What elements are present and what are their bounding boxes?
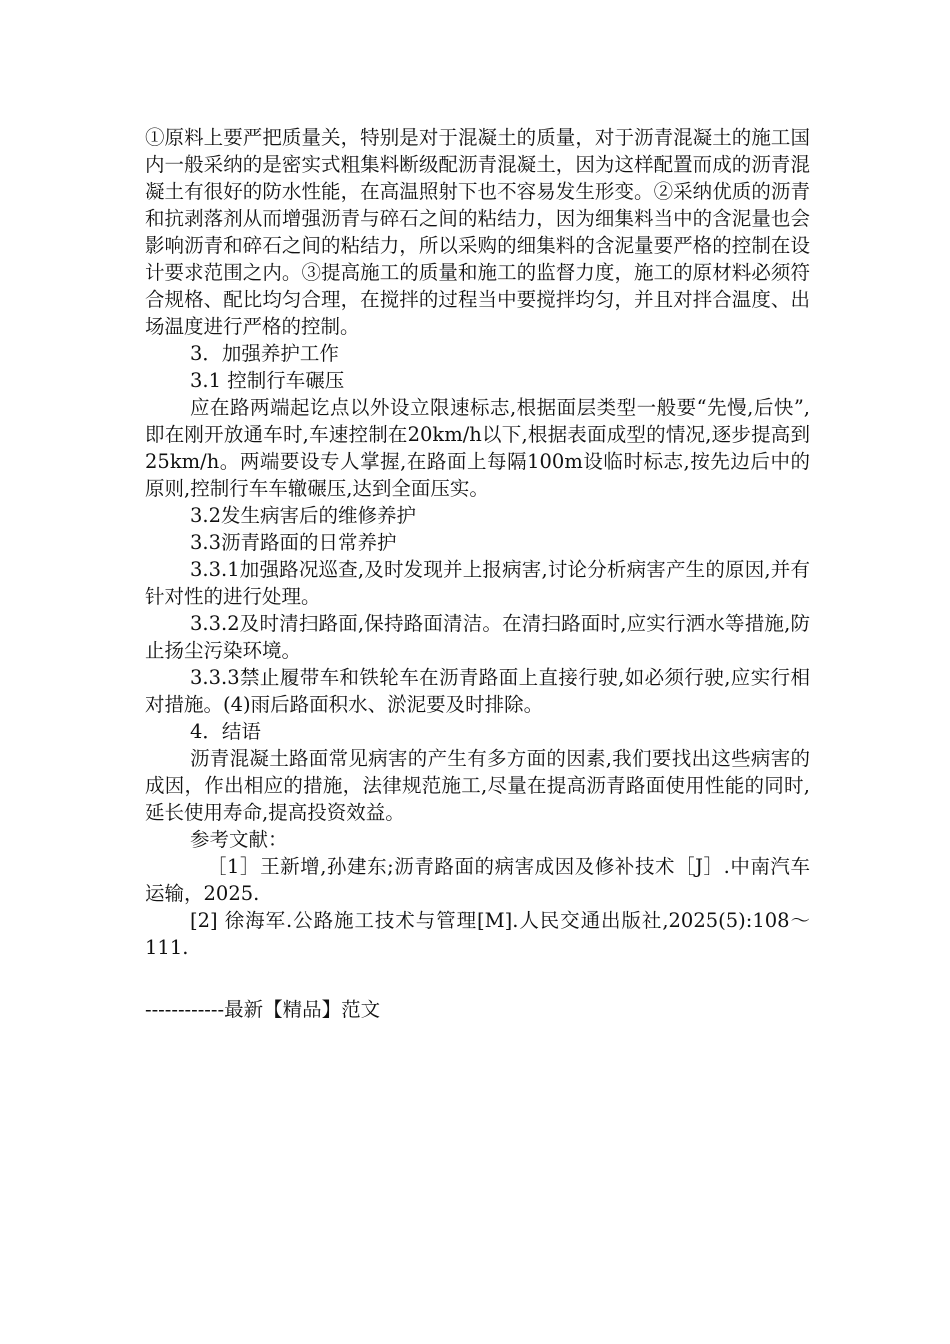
reference-item-1: ［1］王新增,孙建东;沥青路面的病害成因及修补技术［J］.中南汽车运输，2025. <box>145 855 810 905</box>
document-body <box>145 124 810 961</box>
heading-section-3-1: 3.1 控制行车碾压 <box>190 369 345 392</box>
heading-section-3-3: 3.3沥青路面的日常养护 <box>190 531 397 554</box>
heading-section-3: 3．加强养护工作 <box>190 342 339 365</box>
paragraph-traffic-control: 应在路两端起讫点以外设立限速标志,根据面层类型一般要“先慢,后快”,即在刚开放通车时,车速控制在20km/h以下,根据表面成型的情况,逐步提高到25km/h。两端要设专人掌握,在路面上每隔100m设临时标志,按先边后中的原则,控制行车车辙碾压,达到全面压实。 <box>145 396 810 500</box>
heading-section-3-2: 3.2发生病害后的维修养护 <box>190 504 417 527</box>
reference-item-2: [2] 徐海军.公路施工技术与管理[M].人民交通出版社,2025(5):108～111. <box>145 909 810 959</box>
heading-references: 参考文献： <box>190 828 288 851</box>
paragraph-materials: ①原料上要严把质量关，特别是对于混凝土的质量，对于沥青混凝土的施工国内一般采纳的是密实式粗集料断级配沥青混凝土，因为这样配置而成的沥青混凝土有很好的防水性能，在高温照射下也不容易发生形变。②采纳优质的沥青和抗剥落剂从而增强沥青与碎石之间的粘结力，因为细集料当中的含泥量也会影响沥青和碎石之间的粘结力，所以采购的细集料的含泥量要严格的控制在设计要求范围之内。③提高施工的质量和施工的监督力度，施工的原材料必须符合规格、配比均匀合理，在搅拌的过程当中要搅拌均匀，并且对拌合温度、出场温度进行严格的控制。 <box>145 126 810 338</box>
paragraph-conclusion: 沥青混凝土路面常见病害的产生有多方面的因素,我们要找出这些病害的成因，作出相应的措施，法律规范施工,尽量在提高沥青路面使用性能的同时,延长使用寿命,提高投资效益。 <box>145 747 810 824</box>
paragraph-3-3-1: 3.3.1加强路况巡查,及时发现并上报病害,讨论分析病害产生的原因,并有针对性的进行处理。 <box>145 558 810 608</box>
heading-section-4: 4．结语 <box>190 720 261 743</box>
paragraph-3-3-2: 3.3.2及时清扫路面,保持路面清洁。在清扫路面时,应实行洒水等措施,防止扬尘污染环境。 <box>145 612 810 662</box>
footer-text: ------------最新【精品】范文 <box>145 998 381 1021</box>
paragraph-3-3-3: 3.3.3禁止履带车和铁轮车在沥青路面上直接行驶,如必须行驶,应实行相对措施。(4)雨后路面积水、淤泥要及时排除。 <box>145 666 810 716</box>
